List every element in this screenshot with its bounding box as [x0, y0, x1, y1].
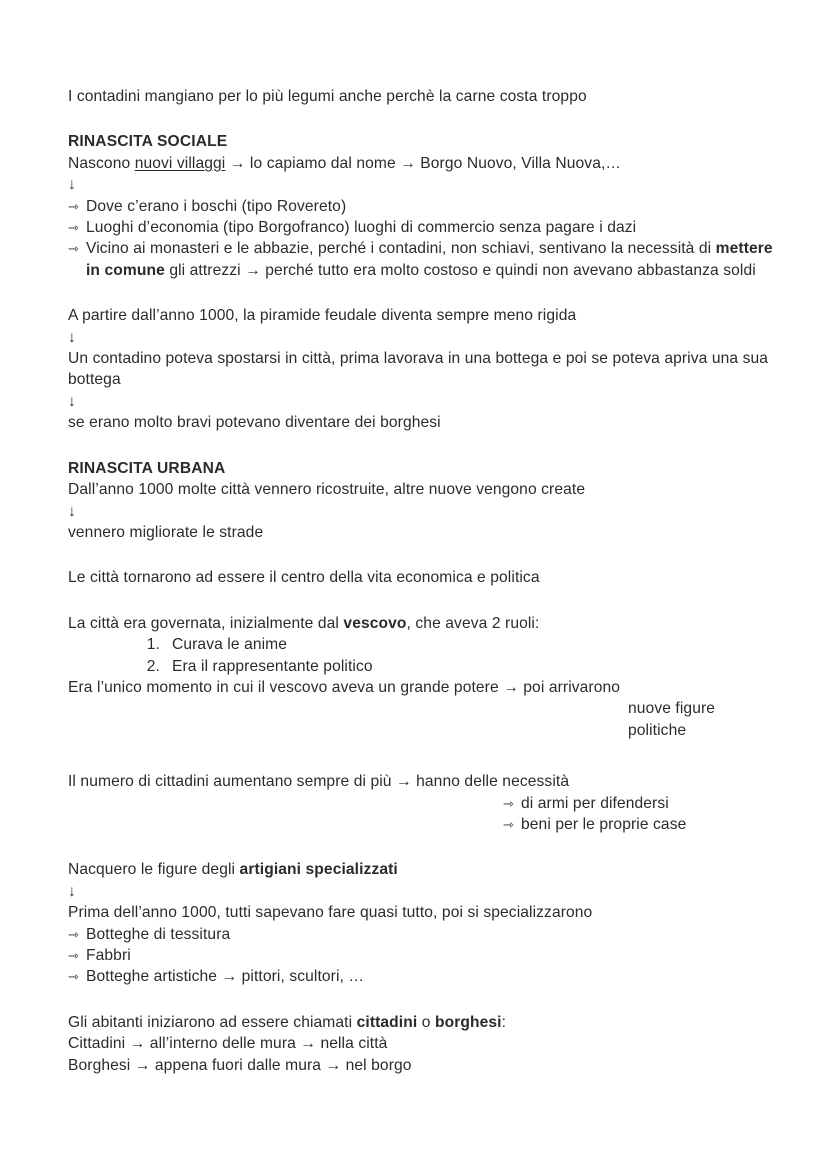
artisans-bold: artigiani specializzati	[239, 861, 398, 879]
arrow-down-icon: ↓	[68, 176, 76, 194]
heading-rinascita-urbana: RINASCITA URBANA	[68, 459, 226, 477]
document-body	[68, 86, 780, 1076]
social-bullet-list	[68, 196, 780, 282]
spacer	[68, 107, 780, 131]
needs-list	[68, 793, 780, 836]
bishop-power-continuation-2: politiche	[628, 721, 687, 739]
arrow-down-icon: ↓	[68, 502, 76, 520]
list-item-label: Fabbri	[86, 947, 131, 964]
borghesi-definition: Borghesi → appena fuori dalle mura → nel borgo	[68, 1056, 412, 1074]
list-item-label: Botteghe artistiche → pittori, scultori, …	[86, 968, 365, 986]
move-city-paragraph: Un contadino poteva spostarsi in città, prima lavorava in una bottega e poi se poteva apriva una sua bottega	[68, 350, 773, 389]
list-item-label: beni per le proprie case	[521, 815, 687, 833]
before-1000-paragraph: Prima dell’anno 1000, tutti sapevano fare quasi tutto, poi si specializzarono	[68, 904, 593, 922]
rebuild-paragraph: Dall’anno 1000 molte città vennero ricostruite, altre nuove vengono create	[68, 481, 586, 499]
bullet-arrow-icon: ⇾	[503, 816, 514, 832]
inhabitants-post: :	[501, 1013, 507, 1031]
arrow-down-icon: ↓	[68, 392, 76, 410]
bullet-arrow-icon: ⇾	[68, 969, 79, 985]
artisans-pre: Nacquero le figure degli	[68, 861, 240, 879]
social-lead-line	[68, 153, 780, 174]
artisans-paragraph	[68, 859, 780, 880]
shops-list	[68, 924, 780, 988]
social-lead-pre: Nascono	[68, 154, 135, 172]
list-item-number: 2.	[146, 657, 160, 675]
intro-paragraph: I contadini mangiano per lo più legumi anche perchè la carne costa troppo	[68, 88, 587, 105]
list-item-label: Curava le anime	[172, 636, 288, 654]
bishop-pre: La città era governata, inizialmente dal	[68, 614, 344, 632]
list-item-sub-label: luoghi di commercio senza pagare i dazi	[354, 219, 637, 237]
bishop-paragraph	[68, 613, 780, 634]
spacer	[68, 589, 780, 613]
monasteri-part1: Vicino ai monasteri e le abbazie, perché i contadini, non schiavi, sentivano la necessità di	[86, 240, 716, 258]
pyramid-paragraph: A partire dall’anno 1000, la piramide feudale diventa sempre meno rigida	[68, 307, 577, 325]
list-item	[68, 634, 780, 655]
list-item	[68, 945, 780, 966]
spacer	[68, 835, 780, 859]
monasteri-part2: gli attrezzi → perché tutto era molto costoso e quindi non avevano abbastanza soldi	[164, 261, 756, 279]
bishop-roles-list	[68, 634, 780, 677]
list-item	[68, 196, 780, 217]
bullet-arrow-icon: ⇾	[68, 926, 79, 942]
list-item-label: Luoghi d’economia (tipo Borgofranco)	[86, 219, 350, 237]
social-lead-underlined: nuovi villaggi	[134, 154, 226, 172]
inhabitants-pre: Gli abitanti iniziarono ad essere chiamati	[68, 1013, 357, 1031]
bullet-arrow-icon: ⇾	[68, 198, 79, 214]
list-item-label	[86, 240, 773, 278]
inhabitants-mid: o	[417, 1013, 435, 1031]
arrow-down-icon: ↓	[68, 328, 76, 346]
list-item-label: Botteghe di tessitura	[86, 925, 231, 943]
monasteri-bold: mettere in comune	[86, 240, 773, 279]
inhabitants-bold-borghesi: borghesi	[434, 1013, 502, 1031]
list-item	[503, 793, 780, 814]
spacer	[68, 434, 780, 458]
list-item	[503, 814, 780, 835]
list-item-label: di armi per difendersi	[521, 794, 669, 812]
list-item	[68, 966, 780, 987]
social-lead-post: → lo capiamo dal nome → Borgo Nuovo, Villa Nuova,…	[225, 154, 622, 172]
list-item	[68, 656, 780, 677]
heading-rinascita-sociale: RINASCITA SOCIALE	[68, 133, 228, 151]
spacer	[68, 281, 780, 305]
list-item-number: 1.	[146, 636, 160, 654]
bullet-arrow-icon: ⇾	[503, 795, 514, 811]
inhabitants-paragraph	[68, 1012, 780, 1033]
bishop-power-paragraph: Era l’unico momento in cui il vescovo aveva un grande potere → poi arrivarono	[68, 678, 621, 696]
cittadini-definition: Cittadini → all’interno delle mura → nella città	[68, 1035, 388, 1053]
bishop-bold: vescovo	[343, 614, 407, 632]
list-item	[68, 217, 780, 238]
spacer	[68, 741, 780, 771]
bullet-arrow-icon: ⇾	[68, 220, 79, 236]
bishop-power-continuation-1: nuove figure	[628, 700, 716, 718]
center-paragraph: Le città tornarono ad essere il centro della vita economica e politica	[68, 569, 540, 587]
bullet-arrow-icon: ⇾	[68, 948, 79, 963]
list-item-label: Era il rappresentante politico	[172, 657, 373, 675]
borghesi-paragraph: se erano molto bravi potevano diventare dei borghesi	[68, 414, 441, 432]
spacer	[68, 988, 780, 1012]
spacer	[68, 543, 780, 567]
list-item	[68, 238, 780, 281]
arrow-down-icon: ↓	[68, 882, 76, 900]
citizens-growth-paragraph: Il numero di cittadini aumentano sempre di più → hanno delle necessità	[68, 773, 570, 791]
roads-paragraph: vennero migliorate le strade	[68, 523, 264, 541]
inhabitants-bold-cittadini: cittadini	[356, 1013, 418, 1031]
list-item-label: Dove c’erano i boschi (tipo Rovereto)	[86, 197, 347, 215]
bullet-arrow-icon: ⇾	[68, 241, 79, 257]
list-item	[68, 924, 780, 945]
bishop-post: , che aveva 2 ruoli:	[406, 614, 540, 632]
